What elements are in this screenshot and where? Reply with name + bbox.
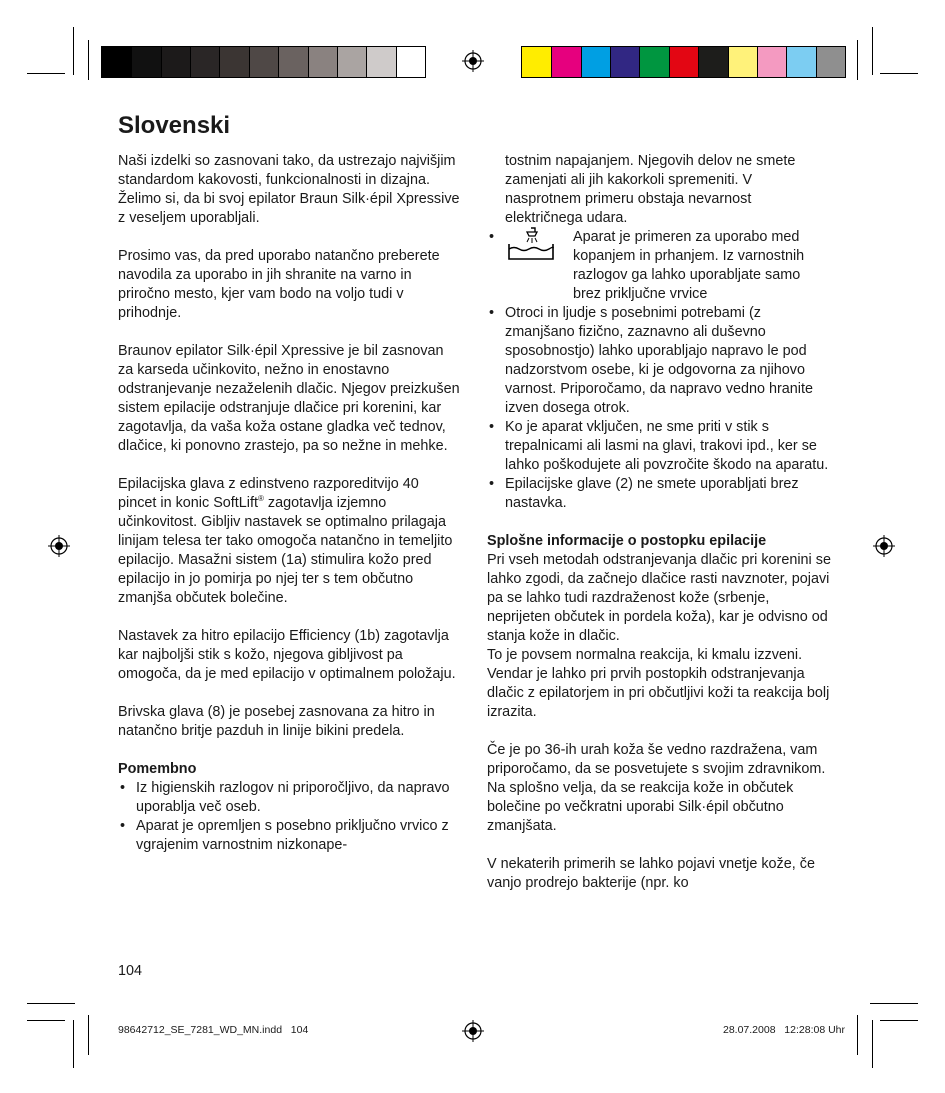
crop-mark bbox=[872, 1020, 873, 1068]
registration-mark-icon bbox=[462, 1020, 484, 1042]
crop-mark bbox=[870, 1003, 918, 1004]
color-swatch bbox=[337, 47, 366, 77]
color-swatch bbox=[219, 47, 248, 77]
color-swatch bbox=[131, 47, 160, 77]
color-swatch bbox=[278, 47, 307, 77]
crop-mark bbox=[857, 40, 858, 80]
process-color-bar bbox=[521, 46, 846, 78]
color-swatch bbox=[522, 47, 551, 77]
list-item: • Aparat je opremljen s posebno priključno vrvico z vgrajenim varnostnim nizkonape- bbox=[118, 817, 460, 855]
list-item: • Ko je aparat vključen, ne sme priti v stik s trepalnicami ali lasmi na glavi, trakovi ipd., ker se lahko poškodujete ali povzročite škodo na aparatu. bbox=[487, 418, 832, 475]
registration-mark-icon bbox=[48, 535, 70, 557]
section-heading: Pomembno bbox=[118, 761, 197, 777]
color-swatch bbox=[396, 47, 425, 77]
paragraph: Naši izdelki so zasnovani tako, da ustrezajo najvišjim standardom kakovosti, funkcionalnosti in dizajna. Želimo si, da bi svoj epilator Braun Silk·épil Xpressive z veseljem uporabljali. bbox=[118, 153, 460, 226]
list-item: • Epilacijske glave (2) ne smete uporabljati brez nastavka. bbox=[487, 475, 832, 513]
color-swatch bbox=[551, 47, 580, 77]
crop-mark bbox=[857, 1015, 858, 1055]
crop-mark bbox=[872, 27, 873, 75]
crop-mark bbox=[27, 1020, 65, 1021]
paragraph: Na splošno velja, da se reakcija kože in občutek bolečine po večkratni uporabi Silk·épil občutno zmanjšata. bbox=[487, 780, 794, 834]
crop-mark bbox=[27, 1003, 75, 1004]
crop-mark bbox=[27, 73, 65, 74]
list-item bbox=[487, 228, 832, 304]
bullet-list bbox=[118, 779, 460, 855]
paragraph: Braunov epilator Silk·épil Xpressive je bil zasnovan za karseda učinkovito, nežno in enostavno odstranjevanje nezaželenih dlačic. Njegov preizkušen sistem epilacije odstranjuje dlačice pri korenini, kar zagotavlja, da vaša koža ostane gladka več tednov, dlačice, ki ponovno zrastejo, pa so nežne in mehke. bbox=[118, 343, 460, 454]
color-swatch bbox=[308, 47, 337, 77]
right-column bbox=[487, 152, 832, 893]
list-item: • Iz higienskih razlogov ni priporočljivo, da napravo uporablja več oseb. bbox=[118, 779, 460, 817]
paragraph: Prosimo vas, da pred uporabo natančno preberete navodila za uporabo in jih shranite na varno in priročno mesto, kjer vam bodo na voljo tudi v prihodnje. bbox=[118, 248, 440, 321]
color-swatch bbox=[102, 47, 131, 77]
page-title: Slovenski bbox=[118, 112, 231, 139]
paragraph: Pri vseh metodah odstranjevanja dlačic pri korenini se lahko zgodi, da začnejo dlačice rasti navznoter, pojavi pa se lahko tudi razdraženost kože (srbenje, neprijeten občutek in pordela koža), kar je odvisno od stanja kože in dlačic. bbox=[487, 552, 831, 644]
color-swatch bbox=[610, 47, 639, 77]
paragraph: tostnim napajanjem. Njegovih delov ne smete zamenjati ali jih kakorkoli spremeniti. V nasprotnem primeru obstaja nevarnost električnega udara. bbox=[505, 153, 796, 226]
color-swatch bbox=[639, 47, 668, 77]
color-swatch bbox=[698, 47, 727, 77]
section-heading: Splošne informacije o postopku epilacije bbox=[487, 533, 767, 549]
bath-shower-icon bbox=[505, 226, 557, 266]
crop-mark bbox=[880, 1020, 918, 1021]
footer-timestamp: 28.07.2008 12:28:08 Uhr bbox=[722, 1024, 845, 1036]
page-number: 104 bbox=[118, 963, 143, 979]
paragraph: To je povsem normalna reakcija, ki kmalu izzveni. Vendar je lahko pri prvih postopkih odstranjevanja dlačic z epilatorjem in pri občutljivi koži ta reakcija bolj izrazita. bbox=[487, 647, 830, 720]
bullet-list bbox=[487, 304, 832, 513]
crop-mark bbox=[880, 73, 918, 74]
color-swatch bbox=[728, 47, 757, 77]
paragraph-text: zagotavlja izjemno učinkovitost. Gibljiv nastavek se optimalno prilagaja linijam telesa ter tako omogoča natančno in temeljito epilacijo. Masažni sistem (1a) stimulira kožo pred epilacijo in jo pomirja po njej ter s tem občutno zmanjša občutek bolečine. bbox=[118, 495, 453, 606]
crop-mark bbox=[88, 1015, 89, 1055]
paragraph: Brivska glava (8) je posebej zasnovana za hitro in natančno britje pazduh in linije bikini predela. bbox=[118, 704, 435, 739]
footer-filename: 98642712_SE_7281_WD_MN.indd 104 bbox=[118, 1024, 309, 1036]
registered-mark: ® bbox=[258, 494, 264, 504]
paragraph-text: Epilacijska glava z edinstveno razporeditvijo 40 pincet in konic SoftLift bbox=[118, 476, 419, 511]
color-swatch bbox=[581, 47, 610, 77]
paragraph: Če je po 36-ih urah koža še vedno razdražena, vam priporočamo, da se posvetujete s svojim zdravnikom. bbox=[487, 742, 826, 777]
left-column bbox=[118, 152, 460, 855]
grayscale-color-bar bbox=[101, 46, 426, 78]
registration-mark-icon bbox=[873, 535, 895, 557]
registration-mark-icon bbox=[462, 50, 484, 72]
crop-mark bbox=[73, 1020, 74, 1068]
crop-mark bbox=[88, 40, 89, 80]
paragraph: V nekaterih primerih se lahko pojavi vnetje kože, če vanjo prodrejo bakterije (npr. ko bbox=[487, 856, 815, 891]
color-swatch bbox=[669, 47, 698, 77]
paragraph bbox=[118, 475, 460, 608]
color-swatch bbox=[249, 47, 278, 77]
crop-mark bbox=[73, 27, 74, 75]
color-swatch bbox=[786, 47, 815, 77]
paragraph: Nastavek za hitro epilacijo Efficiency (1b) zagotavlja kar najboljši stik s kožo, njegova gibljivost pa omogoča, da je med epilacijo v optimalnem položaju. bbox=[118, 628, 456, 682]
list-item: • Otroci in ljudje s posebnimi potrebami (z zmanjšano fizično, zaznavno ali duševno sposobnostjo) lahko uporabljajo napravo le pod nadzorstvom osebe, ki je odgovorna za njihovo varnost. Priporočamo, da napravo vedno hranite izven dosega otrok. bbox=[487, 304, 832, 418]
color-swatch bbox=[816, 47, 845, 77]
color-swatch bbox=[757, 47, 786, 77]
color-swatch bbox=[161, 47, 190, 77]
color-swatch bbox=[366, 47, 395, 77]
list-item-text: • Aparat je primeren za uporabo med kopanjem in prhanjem. Iz varnostnih razlogov ga lahko uporabljate samo brez priključne vrvice bbox=[573, 229, 805, 302]
color-swatch bbox=[190, 47, 219, 77]
